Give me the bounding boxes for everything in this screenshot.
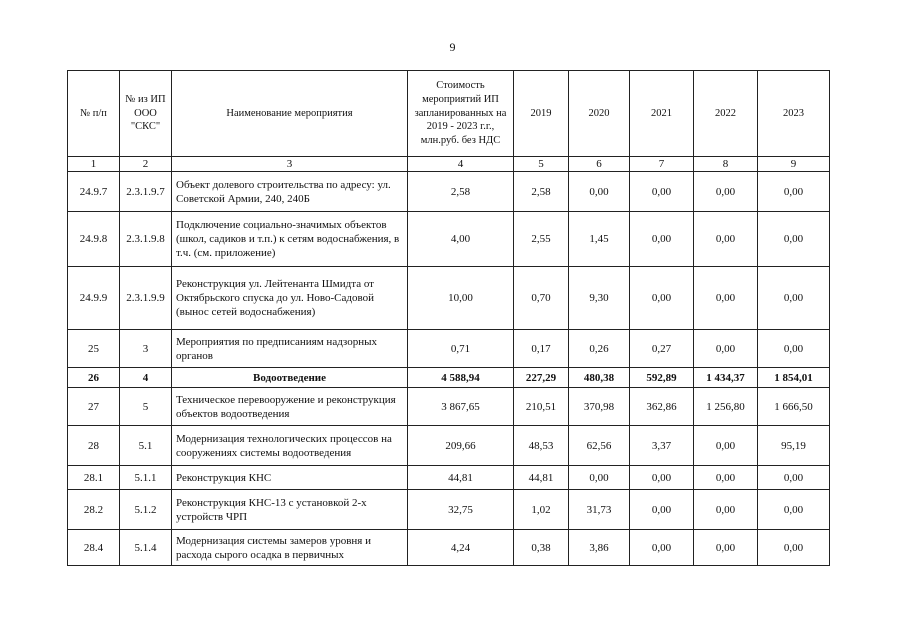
row-2023: 1 854,01 bbox=[758, 368, 830, 388]
row-2020: 0,26 bbox=[569, 330, 630, 368]
row-num: 27 bbox=[68, 388, 120, 426]
row-cost: 4,24 bbox=[408, 530, 514, 566]
row-2021: 362,86 bbox=[630, 388, 694, 426]
row-2021: 592,89 bbox=[630, 368, 694, 388]
row-2021: 0,00 bbox=[630, 490, 694, 530]
row-2019: 44,81 bbox=[514, 466, 569, 490]
column-index: 4 bbox=[408, 157, 514, 172]
row-cost: 3 867,65 bbox=[408, 388, 514, 426]
row-ip-code: 2.3.1.9.7 bbox=[120, 172, 172, 212]
page-number: 9 bbox=[449, 40, 456, 54]
row-num: 28 bbox=[68, 426, 120, 466]
row-num: 24.9.7 bbox=[68, 172, 120, 212]
row-2019: 1,02 bbox=[514, 490, 569, 530]
row-2022: 0,00 bbox=[694, 330, 758, 368]
column-index: 1 bbox=[68, 157, 120, 172]
header-row bbox=[68, 71, 830, 157]
row-ip-code: 5.1.4 bbox=[120, 530, 172, 566]
row-num: 28.4 bbox=[68, 530, 120, 566]
table-row bbox=[68, 368, 830, 388]
row-2019: 0,38 bbox=[514, 530, 569, 566]
row-ip-code: 5.1.2 bbox=[120, 490, 172, 530]
row-num: 24.9.9 bbox=[68, 267, 120, 330]
column-index: 2 bbox=[120, 157, 172, 172]
row-name: Реконструкция КНС-13 с установкой 2-х устройств ЧРП bbox=[172, 490, 408, 530]
column-index: 9 bbox=[758, 157, 830, 172]
table-row bbox=[68, 530, 830, 566]
row-2023: 0,00 bbox=[758, 530, 830, 566]
header-2021: 2021 bbox=[630, 71, 694, 157]
row-2021: 3,37 bbox=[630, 426, 694, 466]
row-ip-code: 5.1 bbox=[120, 426, 172, 466]
row-2022: 0,00 bbox=[694, 530, 758, 566]
row-2020: 0,00 bbox=[569, 466, 630, 490]
header-2020: 2020 bbox=[569, 71, 630, 157]
row-2023: 0,00 bbox=[758, 466, 830, 490]
row-name: Мероприятия по предписаниям надзорных органов bbox=[172, 330, 408, 368]
row-2020: 9,30 bbox=[569, 267, 630, 330]
column-index: 7 bbox=[630, 157, 694, 172]
row-cost: 4,00 bbox=[408, 212, 514, 267]
row-name: Подключение социально-значимых объектов (школ, садиков и т.п.) к сетям водоснабжения, в т.ч. (см. приложение) bbox=[172, 212, 408, 267]
row-2021: 0,27 bbox=[630, 330, 694, 368]
header-name: Наименование мероприятия bbox=[172, 71, 408, 157]
table-row bbox=[68, 426, 830, 466]
header-2023: 2023 bbox=[758, 71, 830, 157]
row-2023: 0,00 bbox=[758, 490, 830, 530]
row-ip-code: 4 bbox=[120, 368, 172, 388]
header-num: № п/п bbox=[68, 71, 120, 157]
row-num: 28.1 bbox=[68, 466, 120, 490]
row-ip-code: 5.1.1 bbox=[120, 466, 172, 490]
table-row bbox=[68, 172, 830, 212]
row-name: Реконструкция ул. Лейтенанта Шмидта от Октябрьского спуска до ул. Ново-Садовой (вынос сетей водоснабжения) bbox=[172, 267, 408, 330]
row-2022: 0,00 bbox=[694, 212, 758, 267]
row-cost: 0,71 bbox=[408, 330, 514, 368]
row-name: Объект долевого строительства по адресу: ул. Советской Армии, 240, 240Б bbox=[172, 172, 408, 212]
row-2022: 1 256,80 bbox=[694, 388, 758, 426]
row-2023: 0,00 bbox=[758, 212, 830, 267]
row-2021: 0,00 bbox=[630, 172, 694, 212]
row-2020: 62,56 bbox=[569, 426, 630, 466]
table-row bbox=[68, 388, 830, 426]
table-row bbox=[68, 330, 830, 368]
row-name: Модернизация технологических процессов на сооружениях системы водоотведения bbox=[172, 426, 408, 466]
header-2019: 2019 bbox=[514, 71, 569, 157]
row-2020: 370,98 bbox=[569, 388, 630, 426]
row-2020: 31,73 bbox=[569, 490, 630, 530]
header-2022: 2022 bbox=[694, 71, 758, 157]
table-row bbox=[68, 466, 830, 490]
column-index: 5 bbox=[514, 157, 569, 172]
header-ip-num: № из ИП ООО "СКС" bbox=[120, 71, 172, 157]
column-index: 8 bbox=[694, 157, 758, 172]
row-ip-code: 2.3.1.9.8 bbox=[120, 212, 172, 267]
row-2022: 0,00 bbox=[694, 466, 758, 490]
row-cost: 10,00 bbox=[408, 267, 514, 330]
row-2022: 0,00 bbox=[694, 426, 758, 466]
header-cost: Стоимость мероприятий ИП запланированных на 2019 - 2023 г.г., млн.руб. без НДС bbox=[408, 71, 514, 157]
row-2023: 0,00 bbox=[758, 267, 830, 330]
column-index: 3 bbox=[172, 157, 408, 172]
row-cost: 2,58 bbox=[408, 172, 514, 212]
row-2019: 210,51 bbox=[514, 388, 569, 426]
row-2023: 0,00 bbox=[758, 172, 830, 212]
row-2020: 1,45 bbox=[569, 212, 630, 267]
row-name: Водоотведение bbox=[172, 368, 408, 388]
row-2019: 227,29 bbox=[514, 368, 569, 388]
row-2021: 0,00 bbox=[630, 212, 694, 267]
row-2022: 0,00 bbox=[694, 172, 758, 212]
row-2021: 0,00 bbox=[630, 530, 694, 566]
table-row bbox=[68, 212, 830, 267]
row-2020: 480,38 bbox=[569, 368, 630, 388]
column-index-row bbox=[68, 157, 830, 172]
row-num: 28.2 bbox=[68, 490, 120, 530]
row-ip-code: 5 bbox=[120, 388, 172, 426]
row-cost: 209,66 bbox=[408, 426, 514, 466]
row-2022: 0,00 bbox=[694, 490, 758, 530]
row-2019: 0,70 bbox=[514, 267, 569, 330]
row-2019: 48,53 bbox=[514, 426, 569, 466]
row-name: Техническое перевооружение и реконструкция объектов водоотведения bbox=[172, 388, 408, 426]
table-row bbox=[68, 267, 830, 330]
row-2019: 2,55 bbox=[514, 212, 569, 267]
column-index: 6 bbox=[569, 157, 630, 172]
row-name: Реконструкция КНС bbox=[172, 466, 408, 490]
table-row bbox=[68, 490, 830, 530]
row-2023: 1 666,50 bbox=[758, 388, 830, 426]
row-2022: 1 434,37 bbox=[694, 368, 758, 388]
row-name: Модернизация системы замеров уровня и расхода сырого осадка в первичных bbox=[172, 530, 408, 566]
row-2022: 0,00 bbox=[694, 267, 758, 330]
row-2021: 0,00 bbox=[630, 267, 694, 330]
row-2019: 2,58 bbox=[514, 172, 569, 212]
row-2020: 0,00 bbox=[569, 172, 630, 212]
row-2023: 95,19 bbox=[758, 426, 830, 466]
row-num: 26 bbox=[68, 368, 120, 388]
row-2023: 0,00 bbox=[758, 330, 830, 368]
investment-table bbox=[67, 70, 830, 566]
row-ip-code: 3 bbox=[120, 330, 172, 368]
row-ip-code: 2.3.1.9.9 bbox=[120, 267, 172, 330]
row-cost: 4 588,94 bbox=[408, 368, 514, 388]
row-2021: 0,00 bbox=[630, 466, 694, 490]
row-num: 25 bbox=[68, 330, 120, 368]
row-2020: 3,86 bbox=[569, 530, 630, 566]
row-2019: 0,17 bbox=[514, 330, 569, 368]
row-cost: 32,75 bbox=[408, 490, 514, 530]
row-cost: 44,81 bbox=[408, 466, 514, 490]
row-num: 24.9.8 bbox=[68, 212, 120, 267]
